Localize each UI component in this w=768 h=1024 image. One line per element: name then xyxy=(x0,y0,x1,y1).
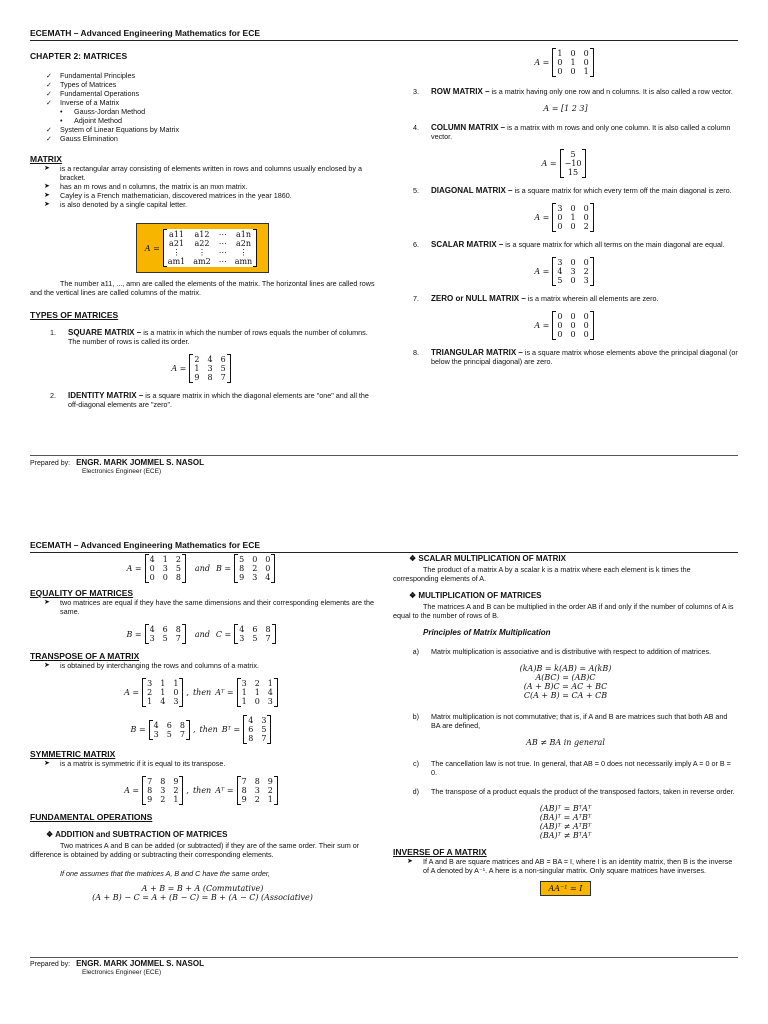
matrix-cell: 8 xyxy=(248,734,254,743)
triangular-matrix-b xyxy=(234,554,275,583)
term: ROW MATRIX – xyxy=(431,87,490,96)
right-column xyxy=(393,48,738,366)
matrix-label: B = xyxy=(126,629,142,639)
item-number: 3. xyxy=(413,87,419,96)
matrix-cell: 4 xyxy=(153,720,159,730)
matrix-cell: 0 xyxy=(570,49,576,58)
matrix-cell: 4 xyxy=(239,625,245,634)
general-matrix-box xyxy=(136,223,269,273)
scalarmul-desc: The product of a matrix A by a scalar k is a matrix where each element is k times the corresponding elements of A. xyxy=(393,565,691,583)
matrix-cell: 5 xyxy=(570,150,576,159)
definition: is a square matrix for which every term off the main diagonal is zero. xyxy=(514,186,732,195)
matrix-cell: 4 xyxy=(265,573,271,582)
author-role: Electronics Engineer (ECE) xyxy=(82,468,162,475)
principle-text: Matrix multiplication is not commutative; that is, if A and B are matrices such that both AB and BA are defined, xyxy=(431,712,728,730)
principle-text: Matrix multiplication is associative and is distributive with respect to addition of matrices. xyxy=(431,647,712,656)
matrix-cell: 4 xyxy=(149,555,155,564)
matrix-cell: 3 xyxy=(207,364,213,373)
commutative-eq: A + B = B + A (Commutative) xyxy=(141,884,264,893)
matrix-cell: 3 xyxy=(239,634,245,643)
principle-text: The transpose of a product equals the product of the transposed factors, taken in reverse order. xyxy=(431,787,735,796)
matrix-cell: a12 xyxy=(194,230,210,239)
types-heading: TYPES OF MATRICES xyxy=(30,310,119,320)
equation: C(A + B) = CA + CB xyxy=(523,691,608,700)
definition: is a matrix wherein all elements are zero. xyxy=(527,294,659,303)
matrix-label: A = xyxy=(534,321,550,330)
matrix-label: A = xyxy=(534,213,550,222)
matrix-cell: 1 xyxy=(254,688,260,697)
type-item xyxy=(30,391,375,409)
matrix-cell: 3 xyxy=(241,679,247,688)
matrix-cell: 1 xyxy=(241,697,247,706)
item-letter: c) xyxy=(413,759,419,768)
matrix-cell: 3 xyxy=(173,697,179,706)
term: COLUMN MATRIX – xyxy=(431,123,506,132)
mult-heading: ❖ MULTIPLICATION OF MATRICES xyxy=(409,591,542,600)
matrix-cell: 5 xyxy=(239,555,245,564)
general-matrix xyxy=(163,229,257,267)
fundamental-heading: FUNDAMENTAL OPERATIONS xyxy=(30,812,153,822)
matrix-cell: 3 xyxy=(160,786,166,795)
symmetric-heading: SYMMETRIC MATRIX xyxy=(30,749,116,759)
author-name: ENGR. MARK JOMMEL S. NASOL xyxy=(76,959,204,968)
matrix-cell: 0 xyxy=(252,555,258,564)
then-text: then xyxy=(192,688,212,697)
footer-prepared xyxy=(30,458,204,467)
toc-list xyxy=(30,71,375,143)
type-item xyxy=(393,294,738,303)
matrix-cell: 5 xyxy=(166,729,172,739)
matrix-cell: 0 xyxy=(557,67,563,76)
item-number: 5. xyxy=(413,186,419,195)
matrix-cell: 0 xyxy=(570,258,576,267)
item-letter: d) xyxy=(412,787,419,796)
inverse-equation-box: AA⁻¹ = I xyxy=(540,881,592,896)
author-role: Electronics Engineer (ECE) xyxy=(82,969,162,976)
matrix-cell: 8 xyxy=(241,786,247,795)
matrix-cell: 9 xyxy=(267,777,273,786)
matrix-label: A = xyxy=(124,786,140,795)
then-text: then xyxy=(192,786,212,795)
matrix-cell: 5 xyxy=(175,564,181,573)
matrix-cell: 3 xyxy=(267,697,273,706)
principle-item xyxy=(393,647,738,656)
addsub-title: ADDITION and SUBTRACTION OF MATRICES xyxy=(55,830,228,839)
matrix-cell: 7 xyxy=(147,777,153,786)
matrix-cell: 3 xyxy=(261,716,267,725)
matrix-bullets xyxy=(30,164,375,209)
transpose-matrix-at xyxy=(237,678,278,707)
matrix-heading: MATRIX xyxy=(30,154,62,164)
square-matrix xyxy=(189,354,230,383)
type-item xyxy=(393,87,738,96)
assume-text: If one assumes that the matrices A, B and C have the same order, xyxy=(60,869,270,878)
matrix-cell: 8 xyxy=(207,373,213,382)
matrix-cell: 4 xyxy=(267,688,273,697)
equation: (AB)ᵀ = BᵀAᵀ xyxy=(539,804,592,813)
item-letter: b) xyxy=(412,712,419,721)
item-letter: a) xyxy=(412,647,419,656)
bullet: ➤ has an m rows and n columns, the matrix is an mxn matrix. xyxy=(30,182,375,191)
equation: (BA)ᵀ ≠ BᵀAᵀ xyxy=(539,831,592,840)
matrix-cell: 3 xyxy=(557,204,563,213)
prepared-label: Prepared by: xyxy=(30,961,71,968)
matrix-cell: 0 xyxy=(583,49,589,58)
type-item xyxy=(393,240,738,249)
bullet: ➤ two matrices are equal if they have the same dimensions and their corresponding elements are the same. xyxy=(30,598,375,616)
matrix-label: A = xyxy=(124,688,140,697)
toc-item: ✓ Types of Matrices xyxy=(30,80,375,89)
matrix-cell: 4 xyxy=(160,697,166,706)
matrix-label: Bᵀ = xyxy=(221,725,241,734)
mult-desc: The matrices A and B can be multiplied in the order AB if and only if the number of columns of A is equal to the number of rows of B. xyxy=(393,602,734,620)
principle-item xyxy=(393,759,738,777)
matrix-cell: 3 xyxy=(570,267,576,276)
matrix-cell: 0 xyxy=(149,564,155,573)
page-2 xyxy=(0,512,768,1012)
matrix-cell: 8 xyxy=(239,564,245,573)
matrix-cell: 5 xyxy=(557,276,563,285)
then-text: then xyxy=(199,725,218,734)
matrix-cell: 1 xyxy=(267,795,273,804)
matrix-cell: 8 xyxy=(147,786,153,795)
matrix-label: A = xyxy=(534,267,550,276)
type-item xyxy=(30,328,375,346)
matrix-cell: 0 xyxy=(173,688,179,697)
matrix-cell: 0 xyxy=(162,573,168,582)
type-item xyxy=(393,123,738,141)
matrix-cell: 0 xyxy=(583,312,589,321)
type-item xyxy=(393,348,738,366)
bullet: ➤ is a matrix is symmetric if it is equal to its transpose. xyxy=(30,759,375,768)
matrix-cell: 1 xyxy=(160,679,166,688)
diagonal-matrix xyxy=(552,203,593,232)
item-number: 4. xyxy=(413,123,419,132)
matrix-cell: 0 xyxy=(570,276,576,285)
matrix-cell: 4 xyxy=(557,267,563,276)
principle-text: The cancellation law is not true. In general, that AB = 0 does not necessarily imply A = 0 or B = 0. xyxy=(431,759,731,777)
term: SQUARE MATRIX – xyxy=(68,328,142,337)
matrix-cell: 1 xyxy=(147,697,153,706)
equation: A(BC) = (AB)C xyxy=(535,673,596,682)
item-number: 1. xyxy=(50,328,56,337)
matrix-cell: ⋯ xyxy=(218,239,227,248)
matrix-cell: 9 xyxy=(194,373,200,382)
matrix-cell: 0 xyxy=(583,321,589,330)
matrix-cell: 1 xyxy=(570,58,576,67)
header-rule xyxy=(30,552,738,553)
matrix-cell: 5 xyxy=(252,634,258,643)
definition: is a square matrix for which all terms on the main diagonal are equal. xyxy=(505,240,725,249)
page-header: ECEMATH – Advanced Engineering Mathematics for ECE xyxy=(30,28,261,38)
matrix-cell: 0 xyxy=(570,67,576,76)
prepared-label: Prepared by: xyxy=(30,460,71,467)
matrix-cell: 0 xyxy=(570,222,576,231)
matrix-cell: 6 xyxy=(162,625,168,634)
addsub-heading: ❖ ADDITION and SUBTRACTION OF MATRICES xyxy=(46,830,228,839)
toc-item: ✓ Inverse of a Matrix xyxy=(30,98,375,107)
matrix-cell: 4 xyxy=(207,355,213,364)
matrix-cell: ⋯ xyxy=(218,248,227,257)
transpose-heading: TRANSPOSE OF A MATRIX xyxy=(30,651,140,661)
matrix-cell: 0 xyxy=(254,697,260,706)
matrix-cell: 4 xyxy=(248,716,254,725)
matrix-cell: 7 xyxy=(175,634,181,643)
toc-item: ✓ Gauss Elimination xyxy=(30,134,375,143)
inverse-heading: INVERSE OF A MATRIX xyxy=(393,847,487,857)
symmetric-matrix-at xyxy=(237,776,278,805)
item-number: 7. xyxy=(413,294,419,303)
bullet: ➤ is a rectangular array consisting of elements written in rows and columns usually enclosed by a bracket. xyxy=(30,164,375,182)
principle-item xyxy=(393,712,738,730)
scalar-matrix xyxy=(552,257,593,286)
matrix-cell: 0 xyxy=(557,312,563,321)
transpose-matrix-bt xyxy=(243,715,271,744)
matrix-cell: 9 xyxy=(147,795,153,804)
toc-item: ✓ System of Linear Equations by Matrix xyxy=(30,125,375,134)
matrix-cell: 1 xyxy=(162,555,168,564)
matrix-cell: 2 xyxy=(254,679,260,688)
left-column xyxy=(30,52,375,409)
matrix-cell: 1 xyxy=(241,688,247,697)
matrix-cell: 1 xyxy=(557,49,563,58)
matrix-cell: 9 xyxy=(239,573,245,582)
matrix-cell: 2 xyxy=(160,795,166,804)
matrix-label: A = xyxy=(171,364,187,373)
term: DIAGONAL MATRIX – xyxy=(431,186,513,195)
mult-title: MULTIPLICATION OF MATRICES xyxy=(418,591,542,600)
matrix-cell: ⋯ xyxy=(218,257,227,266)
toc-item: ✓ Fundamental Operations xyxy=(30,89,375,98)
bullet: ➤ If A and B are square matrices and AB = BA = I, where I is an identity matrix, then B is the inverse of A denoted by A⁻¹. A here is a non-singular matrix. Only square matrices have inverses. xyxy=(393,857,738,875)
matrix-cell: 8 xyxy=(160,777,166,786)
matrix-cell: 0 xyxy=(149,573,155,582)
matrix-cell: 6 xyxy=(220,355,226,364)
matrix-cell: 1 xyxy=(194,364,200,373)
and-text: and xyxy=(194,629,210,639)
column-matrix xyxy=(560,149,587,178)
matrix-cell: 0 xyxy=(583,258,589,267)
matrix-cell: 2 xyxy=(583,267,589,276)
matrix-cell: a11 xyxy=(169,230,184,239)
matrix-cell: a21 xyxy=(169,239,184,248)
definition: is a square matrix whose elements above the principal diagonal (or below the principal diagonal) are zero. xyxy=(431,348,738,366)
matrix-cell: 0 xyxy=(570,330,576,339)
matrix-label: C = xyxy=(215,629,232,639)
matrix-cell: 3 xyxy=(149,634,155,643)
equation: (AB)ᵀ ≠ AᵀBᵀ xyxy=(539,822,592,831)
matrix-cell: 2 xyxy=(583,222,589,231)
right-column xyxy=(393,554,738,896)
matrix-cell: 7 xyxy=(261,734,267,743)
matrix-cell: 8 xyxy=(175,625,181,634)
chapter-title: CHAPTER 2: MATRICES xyxy=(30,51,128,61)
transpose-matrix-b xyxy=(149,720,190,740)
matrix-cell: 5 xyxy=(162,634,168,643)
matrix-cell: 0 xyxy=(570,321,576,330)
equation: (A + B)C = AC + BC xyxy=(523,682,608,691)
toc-subitem: • Gauss-Jordan Method xyxy=(30,107,375,116)
matrix-cell: 2 xyxy=(252,564,258,573)
term: ZERO or NULL MATRIX – xyxy=(431,294,526,303)
matrix-cell: 0 xyxy=(557,321,563,330)
matrix-cell: 2 xyxy=(173,786,179,795)
matrix-cell: ⋯ xyxy=(218,230,227,239)
zero-matrix xyxy=(552,311,593,340)
matrix-cell: 1 xyxy=(570,213,576,222)
equation: (kA)B = k(AB) = A(kB) xyxy=(519,664,612,673)
matrix-cell: 2 xyxy=(175,555,181,564)
matrix-cell: 8 xyxy=(254,777,260,786)
matrix-label: Aᵀ = xyxy=(215,786,234,795)
matrix-label: A = xyxy=(541,159,557,168)
matrix-cell: 2 xyxy=(147,688,153,697)
addsub-desc: Two matrices A and B can be added (or subtracted) if they are of the same order. Their sum or difference is obtained by adding or subtracting their corresponding elements. xyxy=(30,841,360,859)
matrix-cell: 7 xyxy=(220,373,226,382)
matrix-cell: a2n xyxy=(235,239,251,248)
matrix-cell: 0 xyxy=(265,555,271,564)
matrix-label: B = xyxy=(215,564,232,573)
item-number: 8. xyxy=(413,348,419,357)
matrix-cell: a1n xyxy=(235,230,251,239)
matrix-cell: 8 xyxy=(265,625,271,634)
principle-item xyxy=(393,787,738,796)
symmetric-matrix-a xyxy=(142,776,183,805)
matrix-cell: 6 xyxy=(252,625,258,634)
transpose-matrix-a xyxy=(142,678,183,707)
matrix-cell: 3 xyxy=(583,276,589,285)
matrix-cell: 3 xyxy=(557,258,563,267)
matrix-cell: 0 xyxy=(557,58,563,67)
matrix-cell: 0 xyxy=(557,213,563,222)
matrix-cell: 2 xyxy=(267,786,273,795)
footer-prepared xyxy=(30,959,204,968)
matrix-cell: 3 xyxy=(252,573,258,582)
matrix-label: Aᵀ = xyxy=(215,688,234,697)
matrix-cell: 1 xyxy=(583,67,589,76)
scalarmul-heading: ❖ SCALAR MULTIPLICATION OF MATRIX xyxy=(409,554,566,563)
matrix-label: A = xyxy=(126,564,142,573)
matrix-cell: am1 xyxy=(167,257,186,266)
matrix-cell: 6 xyxy=(166,720,172,730)
matrix-cell: 0 xyxy=(557,222,563,231)
footer-rule xyxy=(30,957,738,958)
equality-matrix-c xyxy=(234,624,275,644)
elements-note: The number a11, ..., amn are called the elements of the matrix. The horizontal lines are called rows and the vertical lines are called columns of the matrix. xyxy=(30,279,375,297)
term: IDENTITY MATRIX – xyxy=(68,391,144,400)
equation: (BA)ᵀ = AᵀBᵀ xyxy=(539,813,592,822)
matrix-cell: 2 xyxy=(254,795,260,804)
and-text: and xyxy=(194,564,210,573)
principles-heading: Principles of Matrix Multiplication xyxy=(423,628,551,637)
matrix-label: A = xyxy=(144,243,160,253)
definition: is a matrix with m rows and only one column. It is also called a column vector. xyxy=(431,123,731,141)
associative-eq: (A + B) − C = A + (B − C) = B + (A − C) (Associative) xyxy=(92,893,313,902)
left-column: A = 4 1 2 0 3 5 0 0 8 and B = 5 0 0 8 2 0 9 3 4 EQUALITY OF MATRICES ➤ two matrices are equal if they have the same dimensions and their corresponding elements are the same. B = 4 6 8 3 5 7 and C = 4 6 8 3 5 7 TRANSPOSE OF A MATRIX ➤ is obtained by interchanging the rows and columns of a matrix. A = 3 1 1 2 1 0 1 4 3 , then Aᵀ = 3 2 1 1 1 4 1 0 3 B = 4 6 8 3 5 7 , then Bᵀ = 4 3 6 5 8 7 SYMMETRIC MATRIX ➤ is a matrix is symmetric if it is equal to its transpose. A = 7 8 9 8 3 2 9 2 1 , then Aᵀ = 7 8 9 8 3 2 9 2 1 FUNDAMENTAL OPERATIONS ❖ ADDITION and SUBTRACTION OF MATRICES Two matrices A and B can be added (or subtracted) if they are of the same order. Their sum or difference is obtained by adding or subtracting their corresponding elements. If one assumes that the matrices A, B and C have the same order, A + B = B + A (Commutative) (A + B) − C = A + (B − C) = B + (A − C) (Associative) xyxy=(30,554,375,902)
matrix-cell: 6 xyxy=(248,725,254,734)
matrix-cell: 1 xyxy=(173,679,179,688)
matrix-cell: ⋮ xyxy=(239,248,248,257)
matrix-cell: 5 xyxy=(261,725,267,734)
matrix-cell: 0 xyxy=(583,58,589,67)
matrix-cell: 1 xyxy=(173,795,179,804)
page-1 xyxy=(0,0,768,500)
matrix-cell: 8 xyxy=(179,720,185,730)
page-header: ECEMATH – Advanced Engineering Mathematics for ECE xyxy=(30,540,261,550)
matrix-cell: 2 xyxy=(194,355,200,364)
definition: is a square matrix in which the diagonal elements are "one" and all the off-diagonal elements are "zero". xyxy=(68,391,369,409)
matrix-cell: 8 xyxy=(175,573,181,582)
matrix-cell: 3 xyxy=(254,786,260,795)
matrix-cell: amn xyxy=(234,257,253,266)
toc-item: ✓ Fundamental Principles xyxy=(30,71,375,80)
matrix-cell: 3 xyxy=(147,679,153,688)
term: TRIANGULAR MATRIX – xyxy=(431,348,523,357)
scalarmul-title: SCALAR MULTIPLICATION OF MATRIX xyxy=(418,554,566,563)
matrix-label: A = xyxy=(534,58,550,67)
toc-subitem: • Adjoint Method xyxy=(30,116,375,125)
identity-matrix xyxy=(552,48,593,77)
matrix-cell: 3 xyxy=(162,564,168,573)
matrix-cell: 0 xyxy=(570,312,576,321)
triangular-matrix-a xyxy=(145,554,186,583)
matrix-cell: a22 xyxy=(194,239,210,248)
author-name: ENGR. MARK JOMMEL S. NASOL xyxy=(76,458,204,467)
equation: AB ≠ BA in general xyxy=(526,738,605,747)
term: SCALAR MATRIX – xyxy=(431,240,504,249)
matrix-cell: 4 xyxy=(149,625,155,634)
matrix-cell: 3 xyxy=(153,729,159,739)
bullet: ➤ is also denoted by a single capital letter. xyxy=(30,200,375,209)
matrix-cell: 7 xyxy=(265,634,271,643)
matrix-cell: 0 xyxy=(583,204,589,213)
matrix-cell: am2 xyxy=(193,257,211,266)
matrix-cell: 1 xyxy=(267,679,273,688)
matrix-cell: 0 xyxy=(265,564,271,573)
definition: is a matrix having only one row and n columns. It is also called a row vector. xyxy=(491,87,733,96)
matrix-cell: −10 xyxy=(564,159,582,168)
matrix-cell: ⋮ xyxy=(172,248,181,257)
type-item xyxy=(393,186,738,195)
row-matrix: A = [1 2 3] xyxy=(543,104,588,113)
matrix-cell: 9 xyxy=(241,795,247,804)
item-number: 6. xyxy=(413,240,419,249)
matrix-cell: 7 xyxy=(241,777,247,786)
matrix-cell: 1 xyxy=(160,688,166,697)
bullet: ➤ Cayley is a French mathematician, discovered matrices in the year 1860. xyxy=(30,191,375,200)
matrix-cell: 5 xyxy=(220,364,226,373)
matrix-cell: 0 xyxy=(570,204,576,213)
matrix-cell: 0 xyxy=(557,330,563,339)
matrix-cell: ⋮ xyxy=(197,248,206,257)
matrix-cell: 7 xyxy=(179,729,185,739)
equality-heading: EQUALITY OF MATRICES xyxy=(30,588,134,598)
footer-rule xyxy=(30,455,738,456)
header-rule xyxy=(30,40,738,41)
matrix-cell: 0 xyxy=(583,213,589,222)
matrix-cell: 0 xyxy=(583,330,589,339)
equality-matrix-b xyxy=(145,624,186,644)
definition: is a matrix in which the number of rows equals the number of columns. The number of rows is called its order. xyxy=(68,328,368,346)
matrix-cell: 9 xyxy=(173,777,179,786)
bullet: ➤ is obtained by interchanging the rows and columns of a matrix. xyxy=(30,661,375,670)
matrix-label: B = xyxy=(130,725,146,734)
matrix-cell: 15 xyxy=(567,168,579,177)
item-number: 2. xyxy=(50,391,56,400)
